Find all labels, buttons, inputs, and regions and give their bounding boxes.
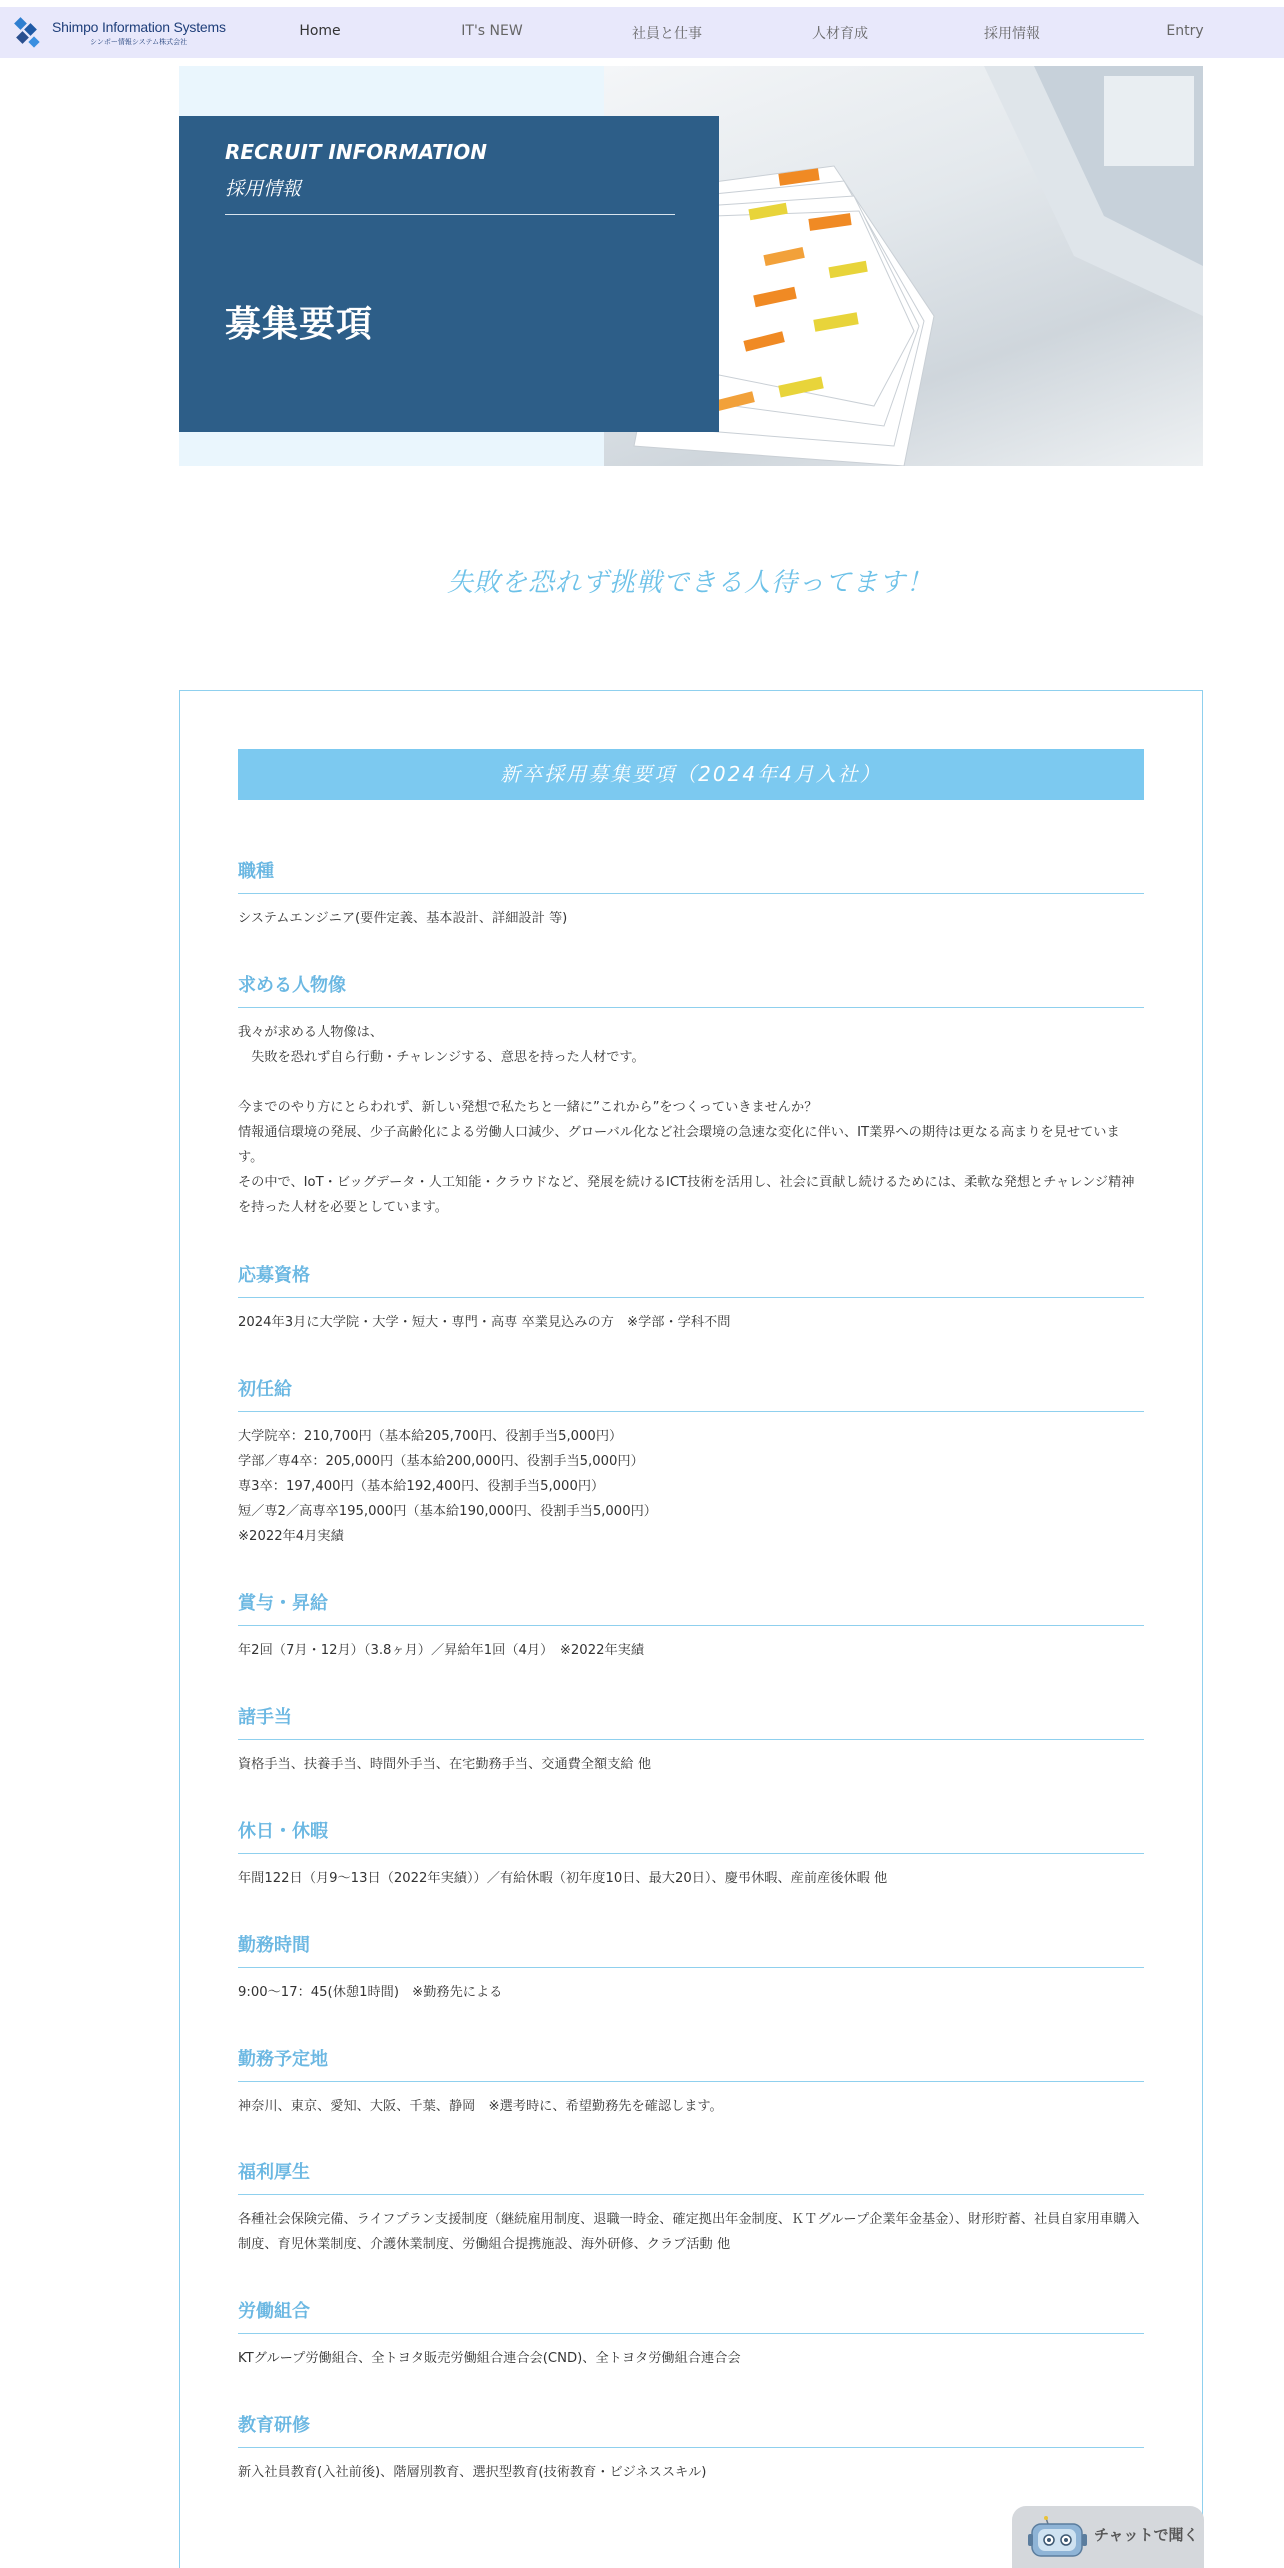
section-divider <box>238 2447 1144 2448</box>
hero-subtitle-en: RECRUIT INFORMATION <box>225 140 487 164</box>
page-title: 募集要項 <box>225 304 374 345</box>
section-divider <box>238 1739 1144 1740</box>
catch-copy: 失敗を恐れず挑戦できる人待ってます！ <box>446 568 933 598</box>
section-body: 新入社員教育(入社前後)、階層別教育、選択型教育(技術教育・ビジネススキル) <box>238 2465 707 2480</box>
section-divider <box>238 2333 1144 2334</box>
section-divider <box>238 2081 1144 2082</box>
section-divider <box>238 1967 1144 1968</box>
section-benefits <box>238 2156 1144 2257</box>
section-holidays <box>238 1815 1144 1891</box>
nav-entry[interactable]: Entry <box>1166 23 1204 39</box>
chat-widget-button[interactable] <box>1012 2506 1204 2568</box>
section-title: 福利厚生 <box>238 2162 310 2183</box>
requirements-heading: 新卒採用募集要項（2024年4月入社） <box>238 749 1144 800</box>
hero-subtitle-jp: 採用情報 <box>225 178 302 200</box>
section-qualifications <box>238 1259 1144 1335</box>
robot-icon <box>1028 2516 1088 2560</box>
section-body: 大学院卒：210,700円（基本給205,700円、役割手当5,000円） 学部／専4卒：205,000円（基本給200,000円、役割手当5,000円） 専3卒：197,400円（基本給192,400円、役割手当5,000円） 短／専2／高専卒195,000円（基本給190,000円、役割手当5,000円） ※2022年4月実績 <box>238 1429 657 1544</box>
section-bonus-raise <box>238 1587 1144 1663</box>
section-body: 各種社会保険完備、ライフプラン支援制度（継続雇用制度、退職一時金、確定拠出年金制度、ＫＴグループ企業年金基金）、財形貯蓄、社員自家用車購入制度、育児休業制度、介護休業制度、労働組合提携施設、海外研修、クラブ活動 他 <box>238 2212 1140 2252</box>
nav-training[interactable]: 人材育成 <box>812 26 868 42</box>
global-nav <box>0 7 1284 58</box>
logo-name-jp: シンポー情報システム株式会社 <box>90 38 188 46</box>
section-body: 年2回（7月・12月）（3.8ヶ月）／昇給年1回（4月） ※2022年実績 <box>238 1643 645 1658</box>
section-body: 我々が求める人物像は、 失敗を恐れず自ら行動・チャレンジする、意思を持った人材です。 今までのやり方にとらわれず、新しい発想で私たちと一緒に”これから”をつくっていきませんか？ 情報通信環境の発展、少子高齢化による労働人口減少、グローバル化など社会環境の急速な変化に伴い、IT業界への期待は更なる高まりを見せています。 その中で、IoT・ビッグデータ・人工知能・クラウドなど、発展を続けるICT技術を活用し、社会に貢献し続けるためには、柔軟な発想とチャレンジ精神を持った人材を必要としています。 <box>238 1025 1135 1215</box>
section-body: 資格手当、扶養手当、時間外手当、在宅勤務手当、交通費全額支給 他 <box>238 1757 652 1772</box>
section-title: 勤務時間 <box>238 1935 310 1956</box>
section-title: 応募資格 <box>238 1265 310 1286</box>
section-divider <box>238 1297 1144 1298</box>
section-labor-union <box>238 2295 1144 2371</box>
section-training <box>238 2409 1144 2485</box>
hero-title-box <box>179 116 719 432</box>
section-title: 諸手当 <box>238 1707 292 1728</box>
section-title: 求める人物像 <box>238 975 346 996</box>
section-body: KTグループ労働組合、全トヨタ販売労働組合連合会(CND)、全トヨタ労働組合連合会 <box>238 2351 741 2366</box>
section-divider <box>238 2194 1144 2195</box>
section-body: 2024年3月に大学院・大学・短大・専門・高専 卒業見込みの方 ※学部・学科不問 <box>238 1315 731 1330</box>
nav-home[interactable]: Home <box>299 23 341 39</box>
hero-divider <box>225 214 675 215</box>
section-work-location <box>238 2043 1144 2119</box>
section-title: 勤務予定地 <box>238 2049 328 2070</box>
section-body: 年間122日（月9〜13日（2022年実績））／有給休暇（初年度10日、最大20日）、慶弔休暇、産前産後休暇 他 <box>238 1871 888 1886</box>
requirements-box <box>179 690 1203 2568</box>
section-title: 労働組合 <box>238 2301 310 2322</box>
section-divider <box>238 1007 1144 1008</box>
section-divider <box>238 1625 1144 1626</box>
section-title: 初任給 <box>238 1379 292 1400</box>
section-title: 賞与・昇給 <box>238 1593 328 1614</box>
nav-recruit[interactable]: 採用情報 <box>984 26 1040 42</box>
section-body: 神奈川、東京、愛知、大阪、千葉、静岡 ※選考時に、希望勤務先を確認します。 <box>238 2099 723 2114</box>
section-body: システムエンジニア(要件定義、基本設計、詳細設計 等) <box>238 911 568 926</box>
section-title: 教育研修 <box>238 2415 310 2436</box>
logo-name-en: Shimpo Information Systems <box>52 19 226 35</box>
site-header <box>0 7 1284 58</box>
section-ideal-candidate <box>238 969 1144 1220</box>
section-divider <box>238 893 1144 894</box>
section-divider <box>238 1411 1144 1412</box>
chat-label: チャットで聞く <box>1094 2526 1199 2544</box>
nav-staff-and-work[interactable]: 社員と仕事 <box>632 26 702 42</box>
section-divider <box>238 1853 1144 1854</box>
section-starting-salary <box>238 1373 1144 1549</box>
section-allowances <box>238 1701 1144 1777</box>
section-job-type <box>238 855 1144 931</box>
section-title: 休日・休暇 <box>238 1821 328 1842</box>
section-working-hours <box>238 1929 1144 2005</box>
nav-its-new[interactable]: IT's NEW <box>461 23 523 39</box>
hero-banner <box>179 66 1203 466</box>
section-body: 9:00〜17：45(休憩1時間) ※勤務先による <box>238 1985 503 2000</box>
section-title: 職種 <box>238 861 274 882</box>
